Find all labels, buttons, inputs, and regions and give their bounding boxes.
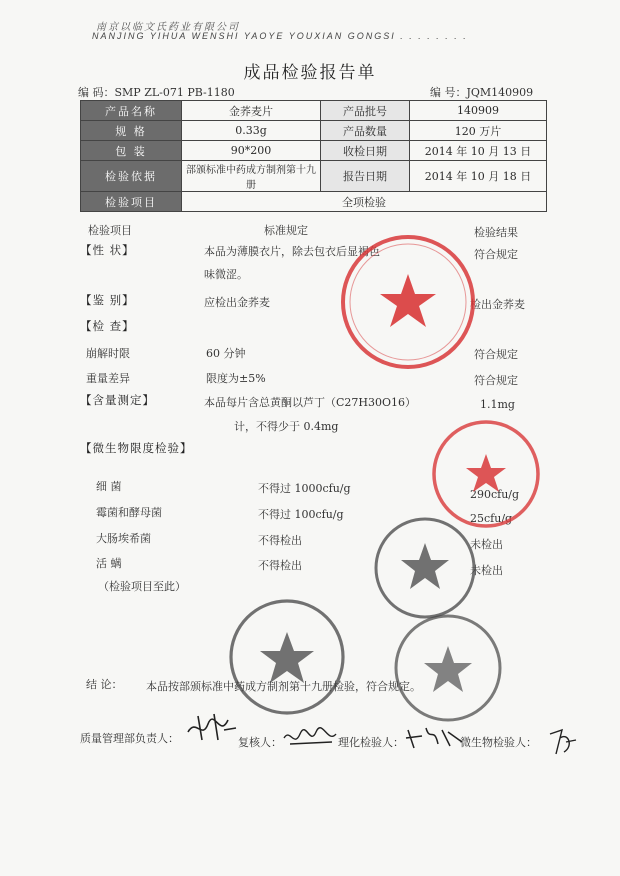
mold-label: 霉菌和酵母菌: [96, 506, 162, 519]
assay-standard-2: 计，不得少于 0.4mg: [234, 420, 339, 433]
mite-label: 活 螨: [96, 557, 122, 570]
assay-standard-1: 本品每片含总黄酮以芦丁（C27H30O16）: [204, 396, 417, 409]
ecoli-standard: 不得检出: [258, 534, 302, 547]
recv-date-label: 收检日期: [321, 141, 410, 161]
report-date-value: 2014 年 10 月 18 日: [410, 161, 547, 192]
ident-standard: 应检出金荞麦: [204, 296, 270, 309]
doc-code: 编 码：SMP ZL-071 PB-1180: [78, 86, 235, 99]
disint-standard: 60 分钟: [206, 347, 246, 360]
item-value: 全项检验: [182, 192, 547, 212]
bacteria-label: 细 菌: [96, 480, 122, 493]
sig-reviewer-label: 复核人：: [238, 736, 282, 749]
basis-label: 检验依据: [81, 161, 182, 192]
ecoli-result: 未检出: [470, 538, 503, 551]
bacteria-result: 290cfu/g: [470, 488, 520, 501]
end-note: （检验项目至此）: [98, 580, 186, 593]
disint-label: 崩解时限: [86, 347, 130, 360]
sig-micro-label: 微生物检验人：: [460, 736, 537, 749]
mold-result: 25cfu/g: [470, 512, 513, 525]
col-item-header: 检验项目: [88, 224, 132, 237]
pack-value: 90*200: [182, 141, 321, 161]
mite-result: 未检出: [470, 564, 503, 577]
col-result-header: 检验结果: [474, 226, 518, 239]
conclusion-label: 结 论：: [86, 678, 123, 691]
sig-qa-head-label: 质量管理部负责人：: [80, 732, 179, 745]
ident-result: 检出金荞麦: [470, 298, 525, 311]
table-row: [81, 121, 547, 141]
signature-micro-inspector: [546, 724, 578, 758]
weight-result: 符合规定: [474, 374, 518, 387]
qty-value: 120 万片: [410, 121, 547, 141]
page-title: 成品检验报告单: [243, 63, 377, 83]
section-check: 【检 查】: [80, 319, 135, 333]
character-standard-2: 味微涩。: [204, 268, 248, 281]
item-label: 检验项目: [81, 192, 182, 212]
character-result: 符合规定: [474, 248, 518, 261]
basis-value: 部颁标准中药成方制剂第十九册: [182, 161, 321, 192]
stamp-gray-company: [226, 596, 348, 718]
table-row: [81, 101, 547, 121]
table-row: [81, 161, 547, 192]
company-name-pinyin: NANJING YIHUA WENSHI YAOYE YOUXIAN GONGSI . . . . . . . .: [92, 31, 468, 41]
batch-value: 140909: [410, 101, 547, 121]
section-identification: 【鉴 别】: [80, 293, 135, 307]
report-number: 编 号：JQM140909: [430, 86, 534, 99]
spec-label: 规 格: [81, 121, 182, 141]
weight-standard: 限度为±5%: [206, 372, 266, 385]
table-row: [81, 141, 547, 161]
company-name-cn: 南京以临文氏药业有限公司: [96, 22, 240, 33]
mite-standard: 不得检出: [258, 559, 302, 572]
recv-date-value: 2014 年 10 月 13 日: [410, 141, 547, 161]
stamp-red-quality: [338, 232, 478, 372]
report-date-label: 报告日期: [321, 161, 410, 192]
section-microbial: 【微生物限度检验】: [80, 441, 193, 455]
stamp-red-suzhou: [430, 418, 542, 530]
col-standard-header: 标准规定: [264, 224, 308, 237]
assay-result: 1.1mg: [480, 398, 515, 411]
product-info-table: [80, 100, 547, 212]
conclusion-text: 本品按部颁标准中药成方制剂第十九册检验，符合规定。: [146, 680, 421, 693]
bacteria-standard: 不得过 1000cfu/g: [258, 482, 351, 495]
signature-reviewer: [282, 724, 338, 752]
qty-label: 产品数量: [321, 121, 410, 141]
sig-chem-label: 理化检验人：: [338, 736, 404, 749]
spec-value: 0.33g: [182, 121, 321, 141]
stamp-gray-medicine: [392, 612, 504, 724]
signature-chem-inspector: [404, 722, 464, 752]
disint-result: 符合规定: [474, 348, 518, 361]
character-standard-1: 本品为薄膜衣片，除去包衣后显褐色: [204, 245, 380, 258]
product-name-label: 产品名称: [81, 101, 182, 121]
table-row: [81, 192, 547, 212]
pack-label: 包 装: [81, 141, 182, 161]
weight-label: 重量差异: [86, 372, 130, 385]
batch-label: 产品批号: [321, 101, 410, 121]
mold-standard: 不得过 100cfu/g: [258, 508, 344, 521]
product-name-value: 金荞麦片: [182, 101, 321, 121]
stamp-gray-pharma: [372, 515, 478, 621]
section-assay: 【含量测定】: [80, 393, 155, 407]
ecoli-label: 大肠埃希菌: [96, 532, 151, 545]
section-character: 【性 状】: [80, 243, 135, 257]
